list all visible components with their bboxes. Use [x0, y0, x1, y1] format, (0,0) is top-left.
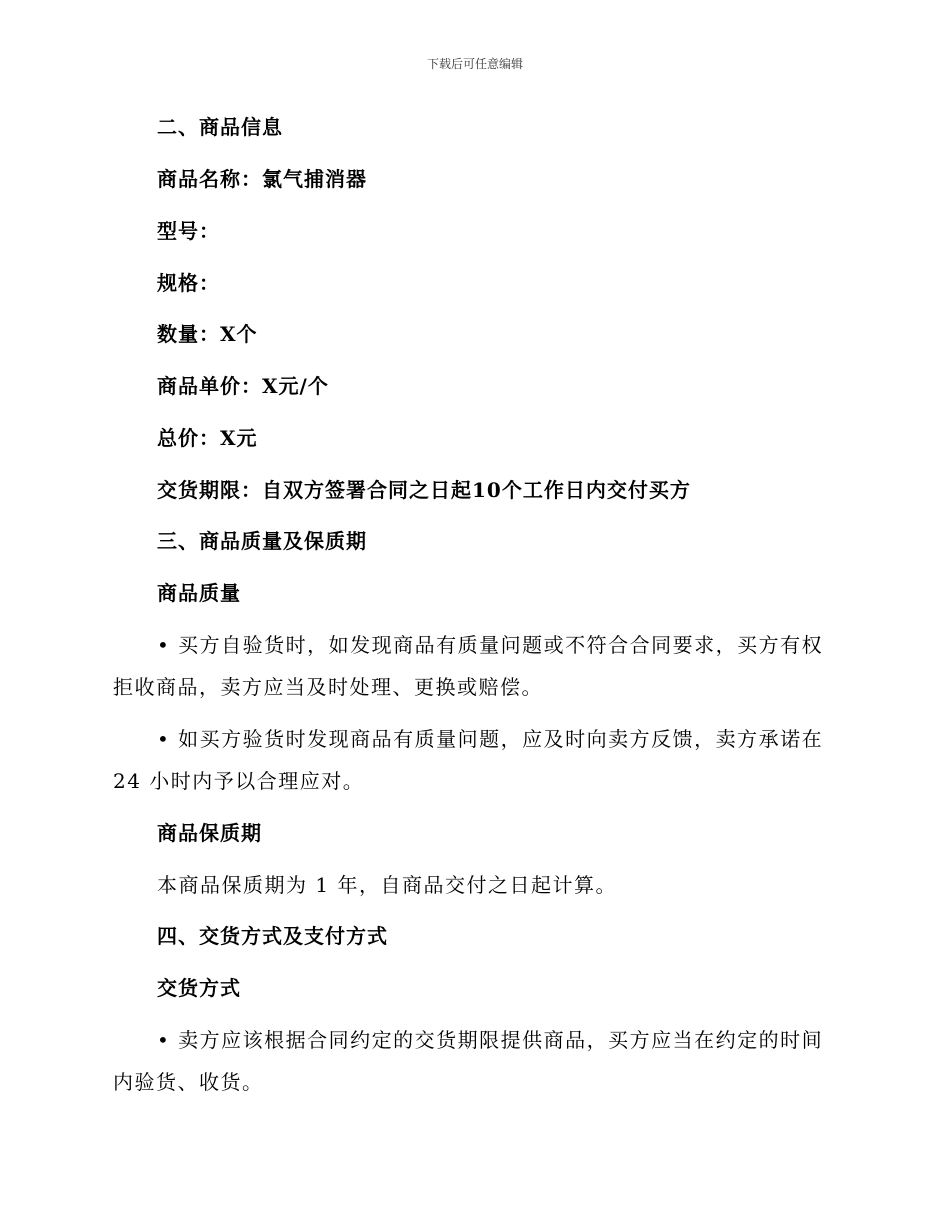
delivery-bullet-1-line-1: • 卖方应该根据合同约定的交货期限提供商品，买方应当在约定的时间	[157, 1028, 824, 1052]
quantity-line: 数量：X个	[157, 322, 258, 346]
product-name-line: 商品名称：氯气捕消器	[157, 167, 367, 191]
quality-bullet-2-line-2: 24 小时内予以合理应对。	[113, 769, 365, 793]
quality-bullet-1-line-2: 拒收商品，卖方应当及时处理、更换或赔偿。	[113, 675, 543, 699]
quality-bullet-1-line-1: • 买方自验货时，如发现商品有质量问题或不符合合同要求，买方有权	[157, 633, 824, 657]
header-note: 下载后可任意编辑	[426, 57, 523, 71]
section-heading-product-info: 二、商品信息	[157, 115, 283, 139]
subheading-quality: 商品质量	[157, 581, 241, 605]
section-heading-delivery-payment: 四、交货方式及支付方式	[157, 924, 388, 948]
quality-bullet-2-line-1: • 如买方验货时发现商品有质量问题，应及时向卖方反馈，卖方承诺在	[157, 727, 824, 751]
total-price-line: 总价：X元	[157, 426, 258, 450]
model-line: 型号：	[157, 219, 220, 243]
unit-price-line: 商品单价：X元/个	[157, 374, 329, 398]
subheading-warranty: 商品保质期	[157, 821, 262, 845]
delivery-bullet-1-line-2: 内验货、收货。	[113, 1070, 264, 1094]
section-heading-quality-warranty: 三、商品质量及保质期	[157, 529, 367, 553]
spec-line: 规格：	[157, 271, 220, 295]
warranty-text: 本商品保质期为 1 年，自商品交付之日起计算。	[157, 873, 617, 897]
subheading-delivery-method: 交货方式	[157, 976, 241, 1000]
delivery-term-line: 交货期限：自双方签署合同之日起10个工作日内交付买方	[157, 478, 691, 502]
